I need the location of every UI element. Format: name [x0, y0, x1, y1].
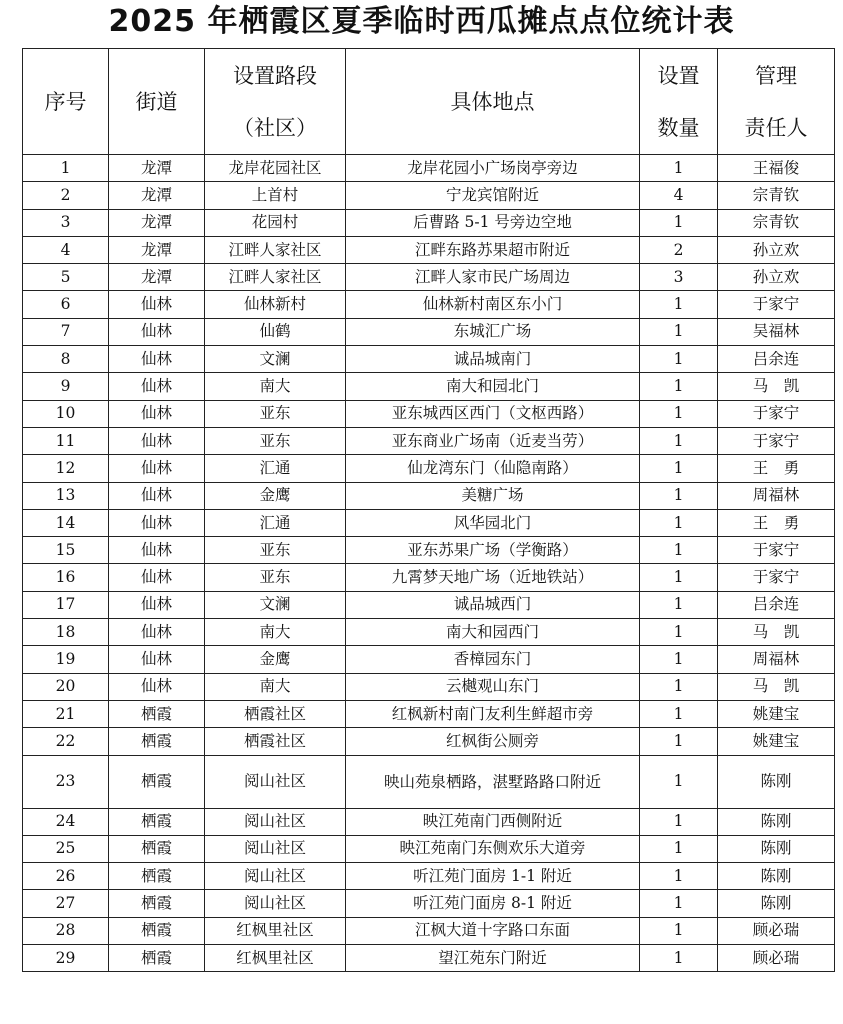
header-quantity-line1: 设置: [657, 63, 700, 88]
cell-location: 香樟园东门: [346, 646, 640, 673]
cell-street: 栖霞: [109, 728, 205, 755]
cell-location: 亚东商业广场南（近麦当劳）: [346, 427, 640, 454]
cell-section: 汇通: [205, 455, 346, 482]
cell-section: 金鹰: [205, 646, 346, 673]
header-row: [23, 49, 835, 155]
cell-location: 听江苑门面房 8-1 附近: [346, 890, 640, 917]
cell-quantity: 1: [640, 835, 718, 862]
cell-manager: 陈刚: [718, 890, 835, 917]
cell-manager: 马 凯: [718, 673, 835, 700]
cell-no: 22: [23, 728, 109, 755]
cell-location: 宁龙宾馆附近: [346, 182, 640, 209]
table-row: [23, 182, 835, 209]
cell-street: 仙林: [109, 646, 205, 673]
cell-manager: 孙立欢: [718, 264, 835, 291]
cell-quantity: 1: [640, 700, 718, 727]
cell-street: 龙潭: [109, 209, 205, 236]
cell-location: 南大和园北门: [346, 373, 640, 400]
cell-no: 10: [23, 400, 109, 427]
header-street: 街道: [109, 49, 205, 155]
cell-no: 12: [23, 455, 109, 482]
table-row: [23, 863, 835, 890]
table-row: [23, 646, 835, 673]
cell-quantity: 1: [640, 755, 718, 808]
cell-section: 栖霞社区: [205, 700, 346, 727]
header-manager: [718, 49, 835, 155]
cell-no: 14: [23, 509, 109, 536]
cell-location: 东城汇广场: [346, 318, 640, 345]
table-row: [23, 400, 835, 427]
cell-section: 花园村: [205, 209, 346, 236]
cell-manager: 王 勇: [718, 455, 835, 482]
cell-manager: 孙立欢: [718, 236, 835, 263]
cell-street: 仙林: [109, 619, 205, 646]
cell-section: 上首村: [205, 182, 346, 209]
stall-table: [22, 48, 835, 972]
cell-street: 栖霞: [109, 917, 205, 944]
table-row: [23, 700, 835, 727]
cell-street: 仙林: [109, 373, 205, 400]
cell-street: 仙林: [109, 591, 205, 618]
cell-manager: 陈刚: [718, 755, 835, 808]
cell-no: 3: [23, 209, 109, 236]
cell-location: 九霄梦天地广场（近地铁站）: [346, 564, 640, 591]
cell-no: 13: [23, 482, 109, 509]
cell-location: 云樾观山东门: [346, 673, 640, 700]
cell-section: 红枫里社区: [205, 917, 346, 944]
cell-quantity: 1: [640, 945, 718, 972]
cell-manager: 陈刚: [718, 863, 835, 890]
cell-no: 19: [23, 646, 109, 673]
cell-no: 5: [23, 264, 109, 291]
cell-section: 仙林新村: [205, 291, 346, 318]
table-row: [23, 291, 835, 318]
header-section: [205, 49, 346, 155]
cell-location: 仙林新村南区东小门: [346, 291, 640, 318]
cell-quantity: 1: [640, 509, 718, 536]
cell-street: 栖霞: [109, 835, 205, 862]
cell-section: 江畔人家社区: [205, 264, 346, 291]
cell-no: 6: [23, 291, 109, 318]
cell-manager: 吕余连: [718, 346, 835, 373]
cell-location: 江畔东路苏果超市附近: [346, 236, 640, 263]
cell-quantity: 1: [640, 291, 718, 318]
cell-manager: 周福林: [718, 482, 835, 509]
cell-quantity: 1: [640, 728, 718, 755]
cell-section: 龙岸花园社区: [205, 155, 346, 182]
table-row: [23, 945, 835, 972]
header-location: 具体地点: [346, 49, 640, 155]
cell-manager: 王福俊: [718, 155, 835, 182]
table-row: [23, 591, 835, 618]
cell-section: 阅山社区: [205, 755, 346, 808]
cell-location: 映江苑南门西侧附近: [346, 808, 640, 835]
cell-no: 18: [23, 619, 109, 646]
cell-location: 红枫新村南门友利生鲜超市旁: [346, 700, 640, 727]
cell-quantity: 1: [640, 209, 718, 236]
cell-section: 仙鹤: [205, 318, 346, 345]
table-row: [23, 537, 835, 564]
cell-manager: 顾必瑞: [718, 945, 835, 972]
table-row: [23, 808, 835, 835]
cell-manager: 宗青钦: [718, 182, 835, 209]
cell-quantity: 1: [640, 346, 718, 373]
cell-street: 栖霞: [109, 863, 205, 890]
cell-quantity: 1: [640, 890, 718, 917]
cell-section: 江畔人家社区: [205, 236, 346, 263]
table-row: [23, 482, 835, 509]
cell-no: 11: [23, 427, 109, 454]
cell-section: 阅山社区: [205, 808, 346, 835]
cell-section: 金鹰: [205, 482, 346, 509]
cell-no: 21: [23, 700, 109, 727]
cell-street: 仙林: [109, 318, 205, 345]
cell-location: 亚东城西区西门（文枢西路）: [346, 400, 640, 427]
cell-no: 23: [23, 755, 109, 808]
cell-location: 映江苑南门东侧欢乐大道旁: [346, 835, 640, 862]
cell-manager: 宗青钦: [718, 209, 835, 236]
cell-no: 4: [23, 236, 109, 263]
cell-section: 亚东: [205, 564, 346, 591]
table-row: [23, 917, 835, 944]
header-quantity-line2: 数量: [657, 115, 700, 140]
cell-location: 仙龙湾东门（仙隐南路）: [346, 455, 640, 482]
cell-quantity: 1: [640, 155, 718, 182]
cell-no: 24: [23, 808, 109, 835]
cell-quantity: 1: [640, 318, 718, 345]
table-row: [23, 373, 835, 400]
cell-section: 文澜: [205, 591, 346, 618]
cell-manager: 姚建宝: [718, 700, 835, 727]
cell-location: 红枫街公厕旁: [346, 728, 640, 755]
cell-quantity: 1: [640, 673, 718, 700]
cell-no: 29: [23, 945, 109, 972]
cell-quantity: 1: [640, 400, 718, 427]
cell-location: 后曹路 5-1 号旁边空地: [346, 209, 640, 236]
table-row: [23, 673, 835, 700]
cell-quantity: 3: [640, 264, 718, 291]
cell-manager: 姚建宝: [718, 728, 835, 755]
cell-street: 栖霞: [109, 945, 205, 972]
header-manager-line1: 管理: [755, 63, 797, 88]
cell-section: 红枫里社区: [205, 945, 346, 972]
cell-no: 1: [23, 155, 109, 182]
cell-no: 16: [23, 564, 109, 591]
cell-quantity: 1: [640, 917, 718, 944]
cell-quantity: 1: [640, 455, 718, 482]
cell-quantity: 1: [640, 619, 718, 646]
cell-section: 南大: [205, 619, 346, 646]
cell-section: 亚东: [205, 427, 346, 454]
cell-street: 仙林: [109, 537, 205, 564]
cell-no: 7: [23, 318, 109, 345]
cell-street: 仙林: [109, 509, 205, 536]
cell-no: 28: [23, 917, 109, 944]
cell-street: 栖霞: [109, 755, 205, 808]
cell-manager: 马 凯: [718, 619, 835, 646]
cell-section: 南大: [205, 673, 346, 700]
cell-quantity: 1: [640, 373, 718, 400]
cell-section: 汇通: [205, 509, 346, 536]
cell-location: 映山苑泉栖路，湛墅路路口附近: [346, 755, 640, 808]
cell-location: 江畔人家市民广场周边: [346, 264, 640, 291]
cell-location: 诚品城南门: [346, 346, 640, 373]
cell-manager: 陈刚: [718, 808, 835, 835]
header-manager-line2: 责任人: [744, 115, 808, 140]
cell-quantity: 4: [640, 182, 718, 209]
table-row: [23, 346, 835, 373]
cell-quantity: 1: [640, 646, 718, 673]
cell-manager: 于家宁: [718, 564, 835, 591]
cell-no: 8: [23, 346, 109, 373]
cell-quantity: 1: [640, 591, 718, 618]
cell-manager: 吕余连: [718, 591, 835, 618]
table-row: [23, 835, 835, 862]
cell-street: 龙潭: [109, 236, 205, 263]
table-row: [23, 427, 835, 454]
cell-no: 2: [23, 182, 109, 209]
cell-no: 9: [23, 373, 109, 400]
cell-section: 阅山社区: [205, 835, 346, 862]
cell-street: 仙林: [109, 482, 205, 509]
table-row: [23, 155, 835, 182]
table-row: [23, 455, 835, 482]
cell-no: 20: [23, 673, 109, 700]
cell-location: 南大和园西门: [346, 619, 640, 646]
header-no: 序号: [23, 49, 109, 155]
table-row: [23, 509, 835, 536]
cell-quantity: 1: [640, 537, 718, 564]
cell-location: 亚东苏果广场（学衡路）: [346, 537, 640, 564]
cell-section: 阅山社区: [205, 863, 346, 890]
table-body: [23, 155, 835, 972]
cell-street: 龙潭: [109, 264, 205, 291]
cell-location: 望江苑东门附近: [346, 945, 640, 972]
cell-street: 栖霞: [109, 700, 205, 727]
header-section-line2: （社区）: [233, 115, 317, 140]
cell-manager: 王 勇: [718, 509, 835, 536]
cell-street: 仙林: [109, 346, 205, 373]
cell-no: 25: [23, 835, 109, 862]
cell-section: 阅山社区: [205, 890, 346, 917]
page-title: 2025 年栖霞区夏季临时西瓜摊点点位统计表: [108, 4, 735, 39]
table-row: [23, 236, 835, 263]
cell-manager: 马 凯: [718, 373, 835, 400]
cell-manager: 于家宁: [718, 427, 835, 454]
cell-no: 27: [23, 890, 109, 917]
cell-street: 仙林: [109, 673, 205, 700]
cell-street: 栖霞: [109, 890, 205, 917]
table-row: [23, 755, 835, 808]
table-row: [23, 619, 835, 646]
cell-quantity: 1: [640, 482, 718, 509]
table-row: [23, 890, 835, 917]
cell-street: 仙林: [109, 291, 205, 318]
cell-no: 17: [23, 591, 109, 618]
cell-street: 栖霞: [109, 808, 205, 835]
cell-quantity: 1: [640, 863, 718, 890]
cell-quantity: 1: [640, 564, 718, 591]
table-row: [23, 564, 835, 591]
cell-street: 仙林: [109, 427, 205, 454]
cell-street: 仙林: [109, 564, 205, 591]
cell-manager: 吴福林: [718, 318, 835, 345]
header-section-line1: 设置路段: [233, 63, 317, 88]
cell-street: 龙潭: [109, 155, 205, 182]
table-row: [23, 318, 835, 345]
cell-manager: 于家宁: [718, 537, 835, 564]
cell-street: 仙林: [109, 455, 205, 482]
cell-manager: 陈刚: [718, 835, 835, 862]
cell-location: 龙岸花园小广场岗亭旁边: [346, 155, 640, 182]
cell-location: 江枫大道十字路口东面: [346, 917, 640, 944]
cell-quantity: 2: [640, 236, 718, 263]
cell-manager: 于家宁: [718, 400, 835, 427]
cell-section: 栖霞社区: [205, 728, 346, 755]
cell-section: 文澜: [205, 346, 346, 373]
cell-no: 26: [23, 863, 109, 890]
table-row: [23, 264, 835, 291]
cell-quantity: 1: [640, 427, 718, 454]
table-row: [23, 209, 835, 236]
cell-location: 风华园北门: [346, 509, 640, 536]
cell-manager: 顾必瑞: [718, 917, 835, 944]
cell-manager: 于家宁: [718, 291, 835, 318]
cell-section: 亚东: [205, 537, 346, 564]
cell-section: 亚东: [205, 400, 346, 427]
cell-manager: 周福林: [718, 646, 835, 673]
cell-location: 美糖广场: [346, 482, 640, 509]
cell-section: 南大: [205, 373, 346, 400]
cell-street: 仙林: [109, 400, 205, 427]
cell-quantity: 1: [640, 808, 718, 835]
cell-location: 听江苑门面房 1-1 附近: [346, 863, 640, 890]
cell-location: 诚品城西门: [346, 591, 640, 618]
header-quantity: [640, 49, 718, 155]
table-row: [23, 728, 835, 755]
cell-no: 15: [23, 537, 109, 564]
cell-street: 龙潭: [109, 182, 205, 209]
